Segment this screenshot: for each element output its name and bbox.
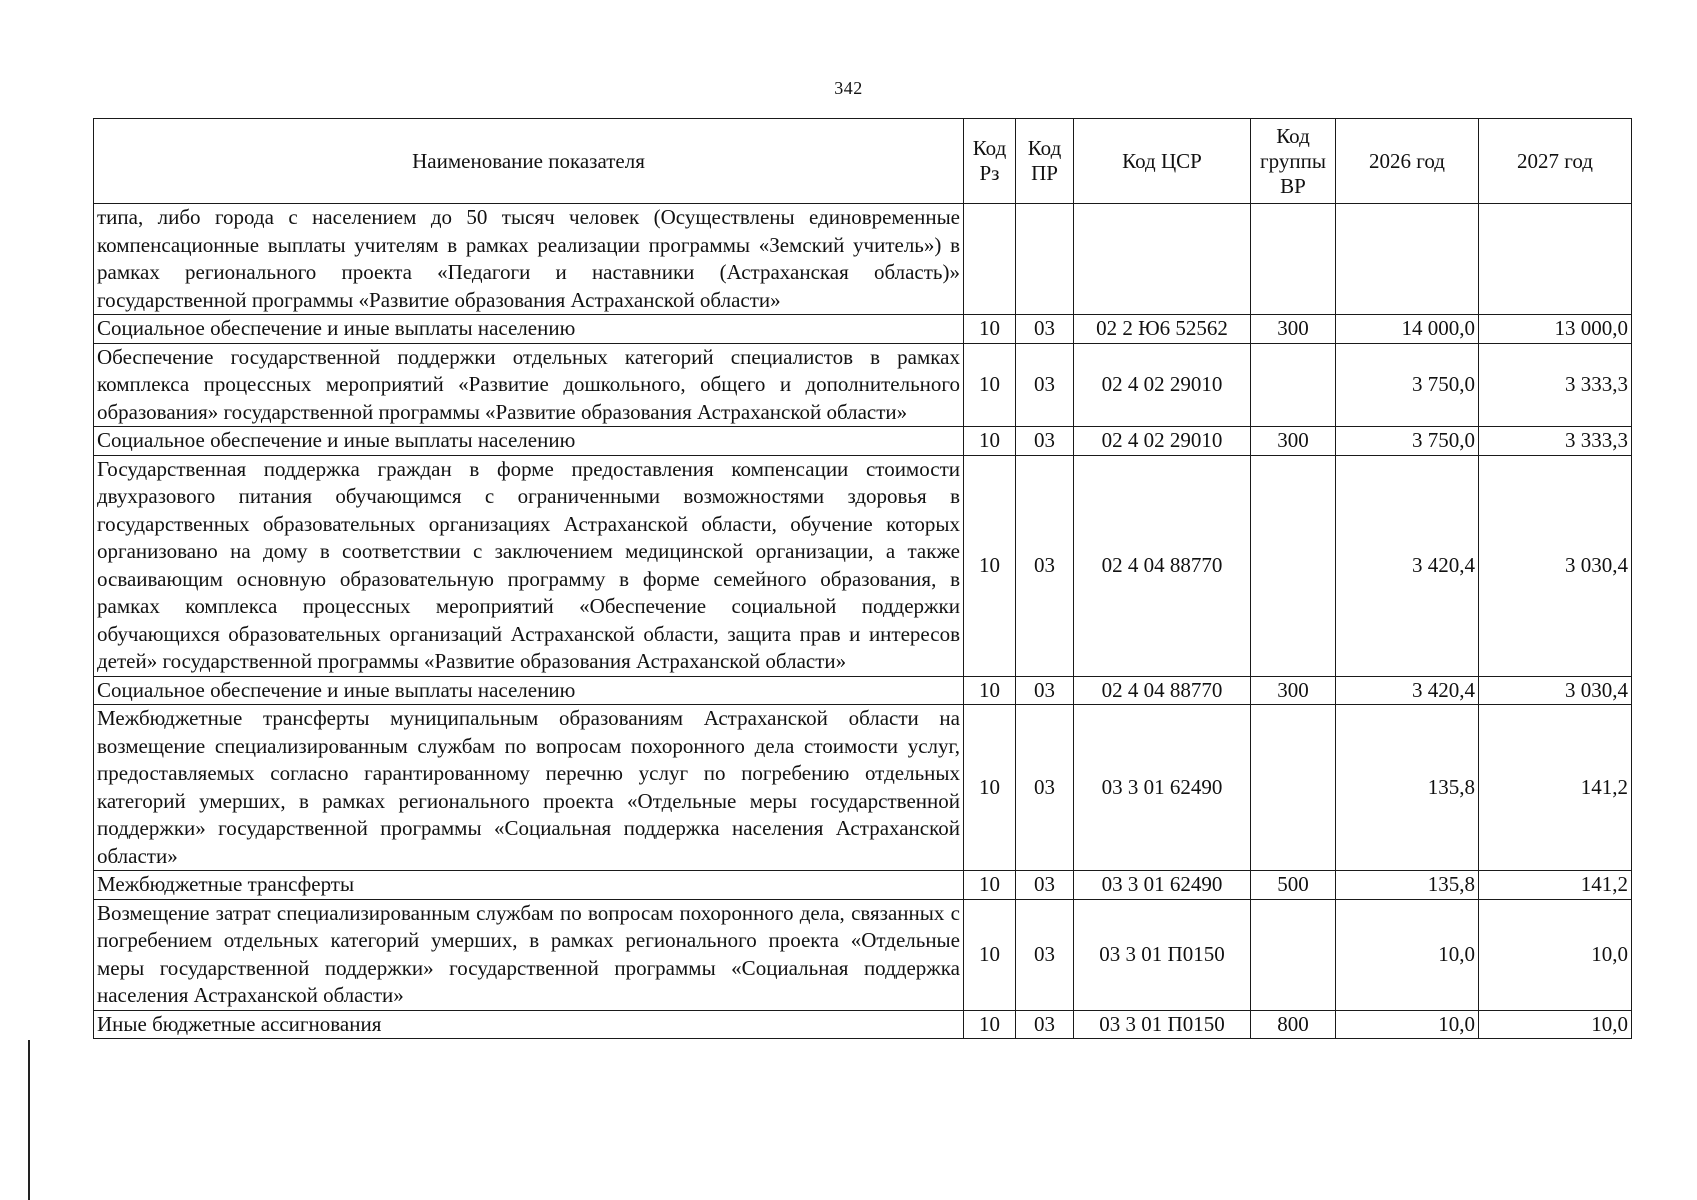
row-rz: 10: [964, 455, 1016, 676]
table-row: [94, 871, 1632, 900]
row-vr: [1251, 343, 1336, 427]
row-2026: 135,8: [1336, 705, 1479, 871]
row-csr: 03 3 01 62490: [1074, 705, 1251, 871]
header-pr-line2: ПР: [1031, 161, 1058, 185]
table-row: [94, 315, 1632, 344]
row-pr: 03: [1016, 315, 1074, 344]
row-2027: 3 333,3: [1479, 427, 1632, 456]
row-csr: 02 2 Ю6 52562: [1074, 315, 1251, 344]
row-2026: 3 750,0: [1336, 427, 1479, 456]
row-csr: 02 4 02 29010: [1074, 427, 1251, 456]
row-pr: 03: [1016, 1010, 1074, 1039]
row-name: Возмещение затрат специализированным службам по вопросам похоронного дела, связанных с погребением отдельных категорий умерших, в рамках регионального проекта «Отдельные меры государственной поддержки» государственной программы «Социальная поддержка населения Астраханской области»: [94, 899, 964, 1010]
row-pr: 03: [1016, 455, 1074, 676]
row-name: Социальное обеспечение и иные выплаты населению: [94, 676, 964, 705]
row-pr: [1016, 204, 1074, 315]
table-row: [94, 427, 1632, 456]
table-row: [94, 1010, 1632, 1039]
row-rz: [964, 204, 1016, 315]
row-name: Межбюджетные трансферты: [94, 871, 964, 900]
row-vr: 300: [1251, 676, 1336, 705]
table-row: [94, 343, 1632, 427]
row-2026: 10,0: [1336, 1010, 1479, 1039]
row-name: Обеспечение государственной поддержки отдельных категорий специалистов в рамках комплекса процессных мероприятий «Развитие дошкольного, общего и дополнительного образования» государственной программы «Развитие образования Астраханской области»: [94, 343, 964, 427]
row-rz: 10: [964, 676, 1016, 705]
row-pr: 03: [1016, 343, 1074, 427]
row-csr: 03 3 01 П0150: [1074, 899, 1251, 1010]
row-2027: 10,0: [1479, 899, 1632, 1010]
budget-table: [93, 118, 1632, 1039]
row-vr: 300: [1251, 427, 1336, 456]
table-row: [94, 455, 1632, 676]
row-vr: [1251, 705, 1336, 871]
row-2027: 3 030,4: [1479, 676, 1632, 705]
row-name: типа, либо города с населением до 50 тысяч человек (Осуществлены единовременные компенсационные выплаты учителям в рамках реализации программы «Земский учитель») в рамках регионального проекта «Педагоги и наставники (Астраханская область)» государственной программы «Развитие образования Астраханской области»: [94, 204, 964, 315]
row-vr: [1251, 899, 1336, 1010]
row-csr: [1074, 204, 1251, 315]
row-2026: 135,8: [1336, 871, 1479, 900]
row-rz: 10: [964, 705, 1016, 871]
row-2027: 3 030,4: [1479, 455, 1632, 676]
row-rz: 10: [964, 343, 1016, 427]
table-header-row: [94, 119, 1632, 204]
header-2027: 2027 год: [1479, 119, 1632, 204]
row-pr: 03: [1016, 871, 1074, 900]
row-name: Государственная поддержка граждан в форме предоставления компенсации стоимости двухразового питания обучающимся с ограниченными возможностями здоровья в государственных образовательных организациях Астраханской области, обучение которых организовано на дому в соответствии с заключением медицинской организации, а также осваивающим основную образовательную программу в форме семейного образования, в рамках комплекса процессных мероприятий «Обеспечение социальной поддержки обучающихся образовательных организаций Астраханской области, защита прав и интересов детей» государственной программы «Развитие образования Астраханской области»: [94, 455, 964, 676]
header-vr: [1251, 119, 1336, 204]
header-csr: Код ЦСР: [1074, 119, 1251, 204]
row-csr: 02 4 04 88770: [1074, 455, 1251, 676]
row-2027: 3 333,3: [1479, 343, 1632, 427]
row-pr: 03: [1016, 427, 1074, 456]
row-csr: 03 3 01 П0150: [1074, 1010, 1251, 1039]
binding-margin-line: [28, 1040, 30, 1200]
row-2027: 141,2: [1479, 705, 1632, 871]
table-row: [94, 705, 1632, 871]
row-name: Иные бюджетные ассигнования: [94, 1010, 964, 1039]
row-rz: 10: [964, 899, 1016, 1010]
row-csr: 02 4 04 88770: [1074, 676, 1251, 705]
row-2027: 141,2: [1479, 871, 1632, 900]
row-2027: 10,0: [1479, 1010, 1632, 1039]
header-rz-line1: Код: [972, 136, 1007, 160]
row-vr: [1251, 204, 1336, 315]
table-row: [94, 204, 1632, 315]
row-vr: [1251, 455, 1336, 676]
page-number: 342: [834, 78, 863, 98]
row-2026: 3 750,0: [1336, 343, 1479, 427]
row-pr: 03: [1016, 899, 1074, 1010]
row-pr: 03: [1016, 705, 1074, 871]
row-name: Межбюджетные трансферты муниципальным образованиям Астраханской области на возмещение специализированным службам по вопросам похоронного дела стоимости услуг, предоставляемых согласно гарантированному перечню услуг по погребению отдельных категорий умерших, в рамках регионального проекта «Отдельные меры государственной поддержки» государственной программы «Социальная поддержка населения Астраханской области»: [94, 705, 964, 871]
row-2027: [1479, 204, 1632, 315]
row-rz: 10: [964, 871, 1016, 900]
header-rz-line2: Рз: [979, 161, 1000, 185]
header-2026: 2026 год: [1336, 119, 1479, 204]
row-vr: 800: [1251, 1010, 1336, 1039]
row-rz: 10: [964, 315, 1016, 344]
header-vr-line1: Код: [1276, 123, 1310, 148]
header-pr-line1: Код: [1027, 136, 1062, 160]
table-row: [94, 676, 1632, 705]
header-vr-line2: группы: [1260, 148, 1326, 173]
row-pr: 03: [1016, 676, 1074, 705]
row-rz: 10: [964, 1010, 1016, 1039]
row-2026: [1336, 204, 1479, 315]
header-rz: [964, 119, 1016, 204]
row-csr: 02 4 02 29010: [1074, 343, 1251, 427]
row-name: Социальное обеспечение и иные выплаты населению: [94, 427, 964, 456]
row-2026: 3 420,4: [1336, 676, 1479, 705]
header-name: Наименование показателя: [94, 119, 964, 204]
row-rz: 10: [964, 427, 1016, 456]
row-vr: 300: [1251, 315, 1336, 344]
row-csr: 03 3 01 62490: [1074, 871, 1251, 900]
header-pr: [1016, 119, 1074, 204]
row-name: Социальное обеспечение и иные выплаты населению: [94, 315, 964, 344]
row-2026: 14 000,0: [1336, 315, 1479, 344]
header-vr-line3: ВР: [1280, 173, 1306, 198]
row-2026: 3 420,4: [1336, 455, 1479, 676]
table-row: [94, 899, 1632, 1010]
row-2027: 13 000,0: [1479, 315, 1632, 344]
row-2026: 10,0: [1336, 899, 1479, 1010]
row-vr: 500: [1251, 871, 1336, 900]
